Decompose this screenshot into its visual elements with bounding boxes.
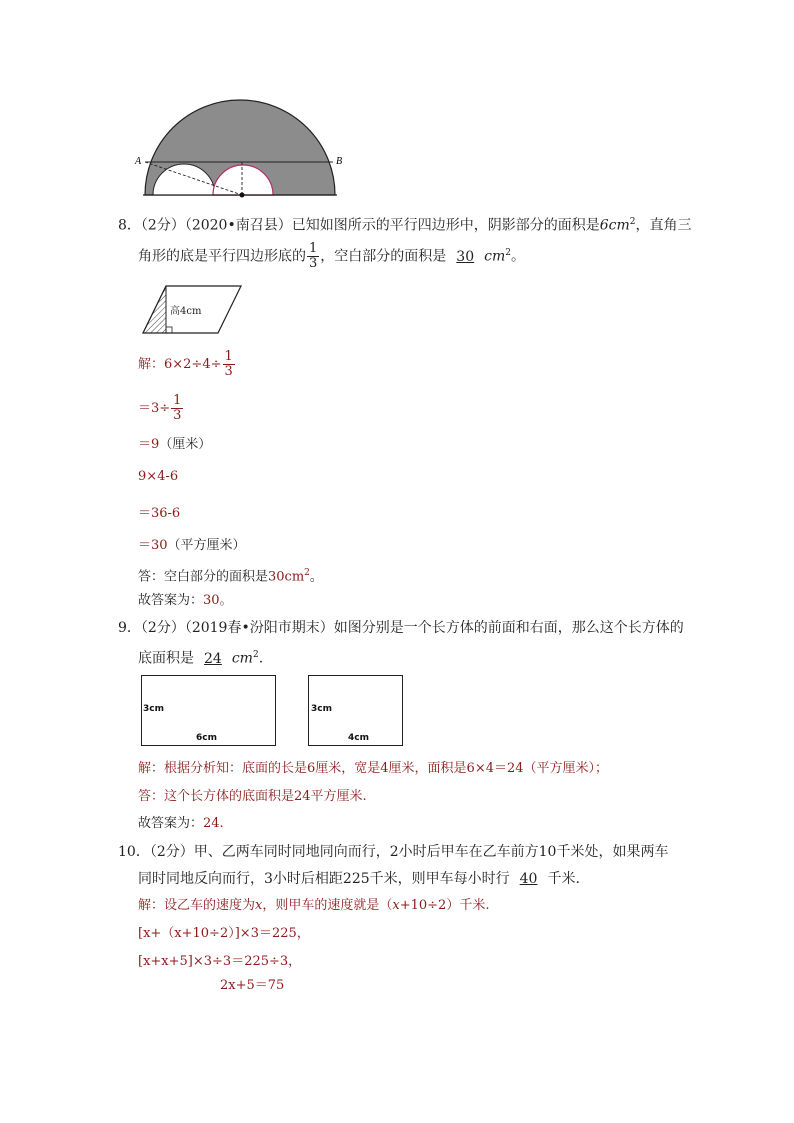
q8-sol-s6a: ＝30 bbox=[138, 538, 168, 553]
q10-line2-start: 同时同地反向而行，3小时后相距225千米，则甲车每小时行 bbox=[138, 871, 510, 887]
q9-end: . bbox=[258, 650, 264, 667]
q8-unit-sup: 2 bbox=[505, 248, 511, 258]
q8-frac-den: 3 bbox=[309, 256, 318, 272]
q8-prefix: 8．（2分）（2020•南召县）已知如图所示的平行四边形中，阴影部分的面积是 bbox=[118, 217, 600, 234]
q9-sol-line1: 解：根据分析知：底面的长是6厘米，宽是4厘米，面积是6×4＝24（平方厘米）； bbox=[138, 761, 609, 776]
q10-line1: 10．（2分）甲、乙两车同时同地同向而行，2小时后甲车在乙车前方10千米处，如果两车 bbox=[118, 844, 669, 860]
q8-fraction bbox=[307, 242, 319, 271]
q9-final-b: 24. bbox=[203, 816, 224, 831]
q10-sol-s1a: 解：设乙车的速度为 bbox=[138, 898, 256, 913]
q8-unit: cm bbox=[484, 248, 506, 265]
q8-ans-a: 答：空白部分的面积是 bbox=[138, 569, 269, 585]
q8-ans-sup: 2 bbox=[304, 568, 310, 578]
q9-unit-sup: 2 bbox=[252, 650, 259, 660]
q8-line2-start: 角形的底是平行四边形底的 bbox=[138, 248, 306, 265]
q8-sol-line4: 9×4-6 bbox=[138, 469, 179, 484]
shaded-triangle bbox=[143, 286, 166, 333]
q10-sol-line3: [x+x+5]×3÷3＝225÷3， bbox=[138, 954, 302, 969]
center-dot bbox=[240, 193, 245, 198]
q8-sol-line5: ＝36-6 bbox=[138, 506, 181, 521]
q9-line1: 9．（2分）（2019春•汾阳市期末）如图分别是一个长方体的前面和右面，那么这个长方体的 bbox=[118, 620, 684, 636]
q8-answer-line bbox=[138, 564, 323, 586]
q10-sol-s1d: +10÷2）千米. bbox=[399, 898, 490, 913]
q8-sol-frac1-den: 3 bbox=[224, 364, 233, 379]
q8-sol-s3b: （厘米） bbox=[159, 437, 212, 452]
q8-line1-rest: ，直角三 bbox=[635, 217, 692, 234]
q8-line2 bbox=[138, 238, 525, 272]
q8-line2-mid: ，空白部分的面积是 bbox=[320, 248, 447, 265]
q8-final-a: 故答案为： bbox=[138, 593, 204, 608]
q10-sol-s1x: x bbox=[255, 898, 263, 913]
front-face-width-label: 6cm bbox=[196, 733, 217, 743]
parallelogram-height-label: 高4cm bbox=[170, 306, 202, 317]
q8-sol-frac1 bbox=[223, 350, 235, 379]
q9-final-line bbox=[138, 815, 224, 833]
q8-end: 。 bbox=[510, 248, 525, 265]
q8-frac-num: 1 bbox=[309, 241, 318, 257]
q9-answer-blank: 24 bbox=[204, 650, 222, 667]
q8-sol-frac2 bbox=[171, 394, 183, 423]
q10-sol-line4: 2x+5＝75 bbox=[220, 978, 285, 993]
q10-sol-s1b: ，则甲车的速度就是（ bbox=[262, 898, 393, 913]
q8-sup: 2 bbox=[629, 217, 636, 227]
q8-sol-line3 bbox=[138, 436, 211, 454]
q10-sol-s1c: x bbox=[392, 898, 400, 913]
q8-sol-line1 bbox=[138, 347, 236, 383]
q8-sol-line6 bbox=[138, 537, 246, 555]
q9-final-a: 故答案为： bbox=[138, 816, 204, 831]
q8-answer-blank: 30 bbox=[456, 248, 475, 265]
q10-sol-line2: [x+（x+10÷2）]×3＝225， bbox=[138, 926, 310, 941]
label-a: A bbox=[135, 156, 142, 167]
q8-sol-frac1-num: 1 bbox=[224, 349, 233, 364]
q10-sol-line1 bbox=[138, 897, 489, 915]
q8-final-b: 30。 bbox=[203, 593, 233, 608]
q8-sol-line2 bbox=[138, 391, 184, 427]
q8-sol-s6b: （平方厘米） bbox=[167, 538, 246, 553]
q8-sol-s1: 解：6×2÷4÷ bbox=[138, 357, 222, 372]
q8-ans-b: 30cm bbox=[268, 569, 305, 585]
q8-sol-s3a: ＝9 bbox=[138, 437, 160, 452]
q9-line2-start: 底面积是 bbox=[138, 650, 194, 667]
q10-end: 千米. bbox=[547, 871, 580, 887]
right-face-height-label: 3cm bbox=[311, 704, 332, 714]
q8-sol-s2: ＝3÷ bbox=[138, 401, 171, 416]
q8-shaded-area: 6cm bbox=[599, 217, 630, 234]
right-face-width-label: 4cm bbox=[348, 733, 369, 743]
q10-line2 bbox=[138, 869, 580, 889]
semicircle-figure bbox=[130, 90, 360, 205]
q8-ans-c: 。 bbox=[309, 569, 323, 585]
q10-answer-blank: 40 bbox=[519, 871, 538, 887]
label-b: B bbox=[336, 156, 343, 167]
q9-sol-line2: 答：这个长方体的底面积是24平方厘米. bbox=[138, 789, 367, 804]
q9-line2 bbox=[138, 645, 263, 669]
q8-line1 bbox=[118, 212, 691, 236]
front-face-height-label: 3cm bbox=[143, 704, 164, 714]
q9-unit: cm bbox=[231, 650, 253, 667]
q8-sol-frac2-den: 3 bbox=[173, 408, 182, 423]
q8-sol-frac2-num: 1 bbox=[173, 393, 182, 408]
q8-final-line bbox=[138, 592, 233, 610]
